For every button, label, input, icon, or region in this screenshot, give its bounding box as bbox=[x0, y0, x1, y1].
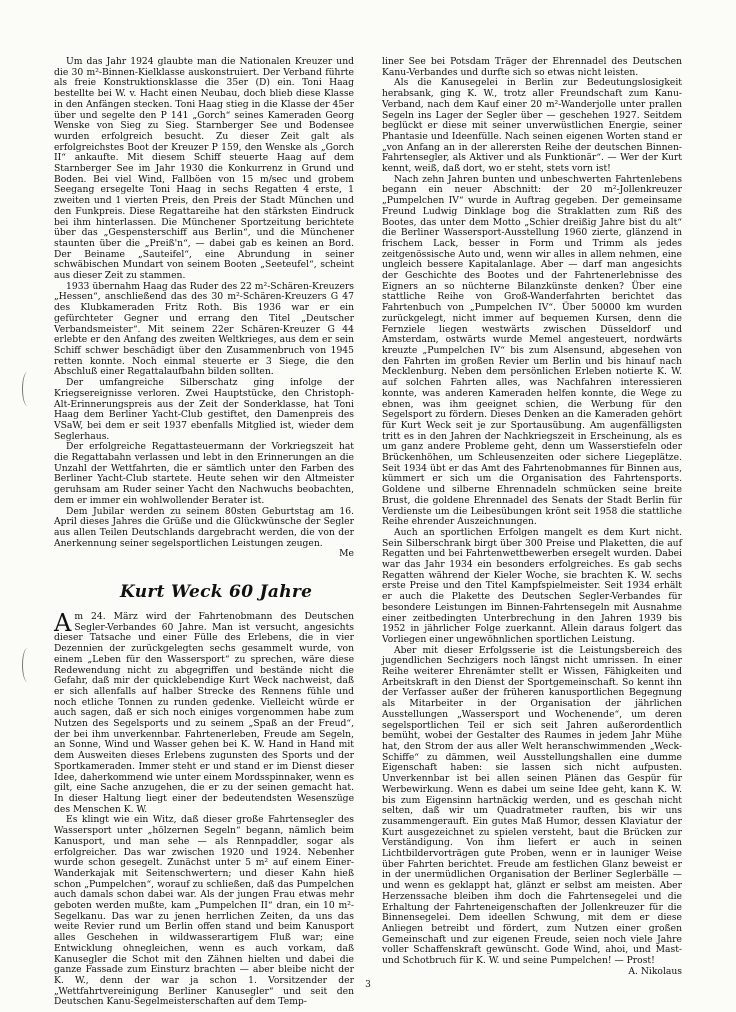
paragraph: Dem Jubilar werden zu seinem 80sten Geburtstag am 16. April dieses Jahres die Grüße und die Glückwünsche der Segler aus allen Teilen Deutschlands dargebracht werden, die von der Anerkennung seiner segelsportlichen Leistungen zeugen. bbox=[54, 505, 354, 549]
paragraph: Der umfangreiche Silberschatz ging infolge der Kriegsereignisse verloren. Zwei Hauptstücke, den Christoph-Alt-Erinnerungspreis aus der Zeit der Sonderklasse, hat Toni Haag dem Berliner Yacht-Club gestiftet, den Damenpreis des VSaW, bei dem er seit 1937 ebenfalls Mitglied ist, wieder dem Seglerhaus. bbox=[54, 377, 354, 442]
paragraph: Als die Kanusegelei in Berlin zur Bedeutungslosigkeit herabsank, ging K. W., trotz aller Freundschaft zum Kanu-Verband, nach dem Kauf einer 20 m²-Wanderjolle unter prallen Segeln ins Lager der Segler über — geschehen 1927. Seitdem beglückt er diese mit seiner unverwüstlichen Energie, seiner Phantasie und Ideenfülle. Nach seinen eigenen Worten stand er „von Anfang an in der allerersten Reihe der deutschen Binnen-Fahrtensegler, als Aktiver und als Funktionär“. — Wer der Kurt kennt, weiß, daß dort, wo er steht, stets vorn ist! bbox=[382, 77, 682, 175]
paragraph: Der erfolgreiche Regattasteuermann der Vorkriegszeit hat die Regattabahn verlassen und lebt in den Erinnerungen an die Unzahl der Wettfahrten, die er sämtlich unter den Farben des Berliner Yacht-Club startete. Heute sehen wir den Altmeister geruhsam am Ruder seiner Yacht den Nachwuchs beobachten, dem er immer ein wohlwollender Berater ist. bbox=[54, 441, 354, 506]
paragraph-text: m 24. März wird der Fahrtenobmann des Deutschen Segler-Verbandes 60 Jahre. Man ist versucht, angesichts dieser Tatsache und einer Fülle des Erlebens, die in vier Dezennien der zurückgelegten sechs gesammelt wurde, von einem „Leben für den Wassersport“ zu sprechen, wäre diese Redewendung nicht zu abgegriffen und bestände nicht die Gefahr, daß mir der quicklebendige Kurt Weck nachweist, daß er sich allenfalls auf halber Strecke des Rennens fühle und noch etliche Tonnen zu runden gedenke. Vielleicht würde er auch sagen, daß er sich noch einiges vorgenommen habe zum Nutzen des Segelsports und zu seinem „Spaß an der Freud“, der bei ihm unverkennbar. Fahrtenerleben, Freude am Segeln, an Sonne, Wind und Wasser gehen bei K. W. Hand in Hand mit dem Ausweiten dieses Erlebens zugunsten des Sports und der Sportkameraden. Immer steht er und stand er im Dienst dieser Idee, daherkommend wie unter einem Mordsspinnaker, wenn es gilt, eine Sache anzugehen, die er zu der seinen gemacht hat. In dieser Haltung liegt einer der bedeutendsten Wesenszüge des Menschen K. W. bbox=[54, 611, 355, 815]
paragraph: Um das Jahr 1924 glaubte man die Nationalen Kreuzer und die 30 m²-Binnen-Kielklasse auskonstruiert. Der Verband führte als freie Konstruktionsklasse die 35er (D) ein. Toni Haag bestellte bei W. v. Hacht einen Neubau, doch blieb diese Klasse in den Anfängen stecken. Toni Haag stieg in die Klasse der 45er über und segelte den P 141 „Gorch“ seines Kameraden Georg Wenske von Sieg zu Sieg. Starnberger See und Bodensee wurden erfolgreich besucht. Zu dieser Zeit galt als erfolgreichstes Boot der Kreuzer P 159, den Wenske als „Gorch II“ ankaufte. Mit diesem Schiff steuerte Haag auf dem Starnberger See im Jahr 1930 die Konkurrenz in Grund und Boden. Bei viel Wind, Fallböen von 15 m/sec und grobem Seegang ersegelte Toni Haag in sechs Regatten 4 erste, 1 zweiten und 1 vierten Preis, den Preis der Stadt München und den Funkpreis. Diese Regattareihe hat den stärksten Eindruck bei ihm hinterlassen. Die Münchener Sportzeitung berichtete über das „Gespensterschiff aus Berlin“, und die Münchener staunten über die „Preiß'n“, — dabei gab es keinen an Bord. Der Beiname „Sauteifel“, eine Abrundung in seiner schwäbischen Mundart von seinem Booten „Seeteufel“, scheint aus dieser Zeit zu stammen. bbox=[54, 56, 354, 282]
article-first-paragraph bbox=[54, 609, 355, 815]
page-number: 3 bbox=[365, 980, 371, 990]
left-column bbox=[54, 57, 354, 1008]
paragraph: Auch an sportlichen Erfolgen mangelt es dem Kurt nicht. Sein Silberschrank birgt über 300 Preise und Plaketten, die auf Regatten und bei Fahrtenwettbewerben ersegelt wurden. Dabei war das Jahr 1934 ein besonders erfolgreiches. Es gab sechs Regatten während der Kieler Woche, sie brachten K. W. sechs erste Preise und den Titel Kampfspielmeister. Seit 1934 erhält er auch die Plakette des Deutschen Segler-Verbandes für besondere Leistungen im Binnen-Fahrtensegeln mit Ausnahme einer zeitbedingten Unterbrechung in den Jahren 1939 bis 1952 in jährlicher Folge zuerkannt. Allein daraus folgert das Vorliegen einer ungewöhnlichen sportlichen Leistung. bbox=[382, 526, 682, 645]
paragraph: Es klingt wie ein Witz, daß dieser große Fahrtensegler des Wassersport unter „hölzernen Segeln“ begann, nämlich beim Kanusport, und man sehe — als Rennpaddler, sogar als erfolgreicher. Das war zwischen 1920 und 1924. Nebenher wurde schon gesegelt. Zunächst unter 5 m² auf einem Einer-Wanderkajak mit Seitenschwertern; und dieser Kahn hieß schon „Pumpelchen“, worauf zu schließen, daß das Pumpelchen auch damals schon dabei war. Als der jungen Frau etwas mehr geboten werden mußte, kam „Pumpelchen II“ dran, ein 10 m²-Segelkanu. Das war zu jenen herrlichen Zeiten, da uns das weite Revier rund um Berlin offen stand und beim Kanusport alles Geschehen in wildwasserartigem Fluß war; eine Entwicklung ohnegleichen, wenn es auch vorkam, daß Kanusegler die Schot mit den Zähnen hielten und dabei die ganze Fassade zum Einsturz brachten — aber bleibe nicht der K. W., denn der war ja schon 1. Vorsitzender der „Wettfahrtvereinigung Berliner Kanusegler“ und seit den Deutschen Kanu-Segelmeisterschaften auf dem Temp- bbox=[54, 814, 354, 1008]
punch-hole-mark bbox=[22, 372, 33, 406]
paragraph: Nach zehn Jahren bunten und unbeschwerten Fahrtenlebens begann ein neuer Abschnitt: der 20 m²-Jollenkreuzer „Pumpelchen IV“ wurde in Auftrag gegeben. Der gemeinsame Freund Ludwig Dinklage bog die Straklatten zum Riß des Bootes, das unter dem Motto „Schier dreißig Jahre bist du alt“ die Berliner Wassersport-Ausstellung 1960 zierte, glänzend in frischem Lack, besser in Form und Trimm als jedes zeitgenössische Auto und, wenn wir alles in allem nehmen, eine ungleich bessere Kapitalanlage. Aber — darf man angesichts der Geschichte des Bootes und der Fahrtenerlebnisse des Eigners an so nüchterne Bilanzkünste denken? Über eine stattliche Reihe von Groß-Wanderfahrten berichtet das Fahrtenbuch von „Pumpelchen IV“. Über 50000 km wurden zurückgelegt, nicht immer auf bequemen Kursen, denn die Fernziele liegen westwärts zwischen Düsseldorf und Amsterdam, ostwärts wurde Memel angesteuert, nordwärts kreuzte „Pumpelchen IV“ bis zum Alsensund, abgesehen von den Fahrten im großen Revier um Berlin und bis hinauf nach Mecklenburg. Neben dem persönlichen Erleben notierte K. W. auf solchen Fahrten alles, was Nachfahren interessieren konnte, was anderen Kameraden helfen konnte, die Wege zu ebnen, was ihm geeignet schien, die Werbung für den Segelsport zu fördern. Dieses Denken an die Kameraden gehört für Kurt Weck seit je zur Sportausübung. Am augenfälligsten tritt es in den Jahren der Nachkriegszeit in Erscheinung, als es um ganz andere Probleme geht, denn um Wasserstiefeln oder Brückenhöhen, um Schleusenzeiten oder sichere Liegeplätze. Seit 1934 übt er das Amt des Fahrtenobmannes für Binnen aus, kümmert er sich um die Organisation des Fahrtensports. Goldene und silberne Ehrennadeln schmücken seine breite Brust, die goldene Ehrennadel des Senats der Stadt Berlin für Verdienste um die Leibesübungen krönt seit 1958 die stattliche Reihe ehrender Auszeichnungen. bbox=[382, 173, 682, 528]
right-column bbox=[382, 57, 682, 977]
paragraph: liner See bei Potsdam Träger der Ehrennadel des Deutschen Kanu-Verbandes und durfte sich so etwas nicht leisten. bbox=[382, 56, 682, 78]
author-signature: Me bbox=[339, 548, 354, 560]
paragraph: Aber mit dieser Erfolgsserie ist die Leistungsbereich des jugendlichen Sechzigers noch längst nicht umrissen. In einer Reihe weiterer Ehrenämter stellt er Wissen, Fähigkeiten und Arbeitskraft in den Dienst der Sportgemeinschaft. So kennt ihn der Verfasser außer der früheren kanusportlichen Begegnung als Mitarbeiter in der Organisation der jährlichen Ausstellungen „Wassersport und Wochenende“, um deren segelsportlichen Teil er sich seit Jahren außerordentlich bemüht, wobei der Gestalter des Raumes in jedem Jahr Mühe hat, den Strom der aus aller Welt heranschwimmenden „Weck-Schiffe“ zu dämmen, weil Ausstellungshallen eine dumme Eigenschaft haben: sie lassen sich nicht aufpusten. Unverkennbar ist bei allen seinen Plänen das Gespür für Werbewirkung. Wenn es dabei um seine Idee geht, kann K. W. bis zum Eigensinn hartnäckig werden, und es geschah nicht selten, daß wir um Quadratmeter rauften, bis wir uns zusammengerauft. Ein gutes Maß Humor, dessen Klaviatur der Kurt ausgezeichnet zu spielen versteht, baut die Brücken zur Verständigung. Von ihm liefert er auch in seinen Lichtbildervorträgen gute Proben, wenn er in launiger Weise über Fahrten berichtet. Freude am festlichen Glanz beweist er in der unermüdlichen Organisation der Berliner Seglerbälle — und wenn es geklappt hat, glänzt er selbst am meisten. Aber Herzenssache bleiben ihm doch die Fahrtensegelei und die Erhaltung der Fahrteneigenschaften der Jollenkreuzer für die Binnensegelei. Dem ideellen Schwung, mit dem er diese Anliegen betreibt und fördert, zum Nutzen einer großen Gemeinschaft und zur eigenen Freude, seien noch viele Jahre voller Schaffenskraft gewünscht. Gode Wind, ahoi, und Mast- und Schotbruch für K. W. und seine Pumpelchen! — Prost! bbox=[382, 644, 682, 967]
drop-cap: A bbox=[54, 609, 72, 638]
author-signature: A. Nikolaus bbox=[628, 965, 682, 977]
paragraph: 1933 übernahm Haag das Ruder des 22 m²-Schären-Kreuzers „Hessen“, anschließend das des 30 m²-Schären-Kreuzers G 47 des Klubkameraden Fritz Roth. Bis 1936 war er ein gefürchteter Gegner und errang den Titel „Deutscher Verbandsmeister“. Mit seinem 22er Schären-Kreuzer G 44 erlebte er den Anfang des zweiten Weltkrieges, aus dem er sein Schiff schwer beschädigt über den Zusammenbruch von 1945 retten konnte. Noch einmal steuerte er 3 Siege, die den Abschluß einer Regattalaufbahn bilden sollten. bbox=[54, 280, 354, 378]
article-heading: Kurt Weck 60 Jahre bbox=[120, 582, 313, 603]
punch-hole-mark bbox=[22, 648, 33, 682]
